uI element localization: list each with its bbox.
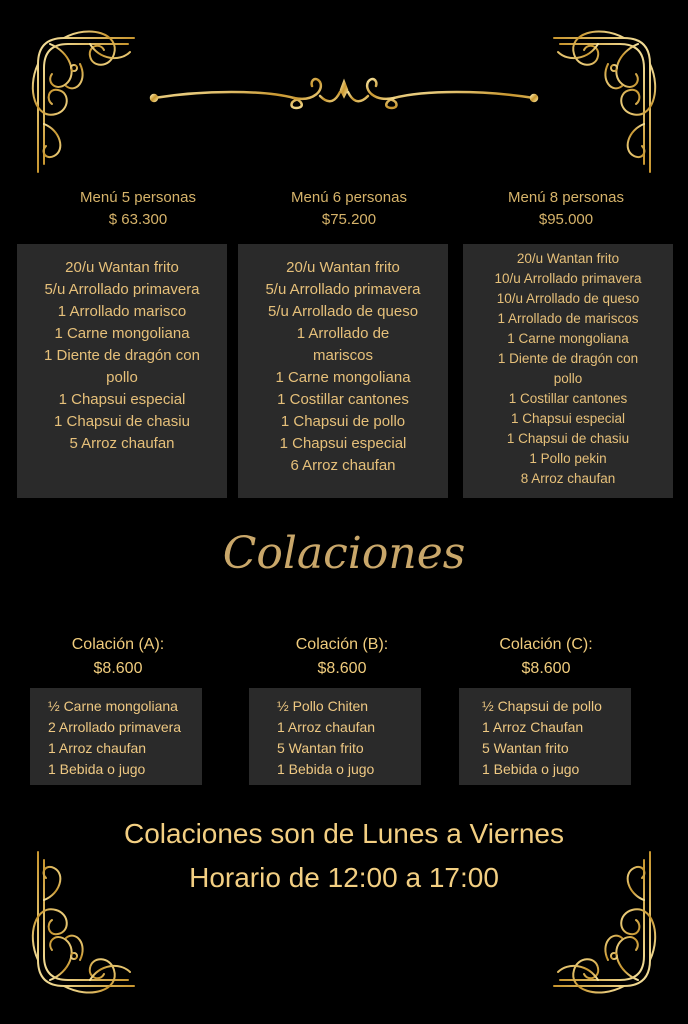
colacion-c-title: Colación (C): xyxy=(499,636,593,653)
list-item: 5/u Arrollado de queso xyxy=(267,303,419,320)
ornament-top-left-icon xyxy=(30,24,140,174)
top-divider-ornament-icon xyxy=(144,76,544,116)
menu-6-header xyxy=(249,187,449,231)
menu-5-title: Menú 5 personas xyxy=(80,189,196,206)
list-item: 1 Arroz chaufan xyxy=(277,719,376,735)
list-item: 20/u Wantan frito xyxy=(516,251,620,266)
list-item: 1 Bebida o jugo xyxy=(482,761,580,777)
menu-6-items-box xyxy=(238,244,448,498)
menu-8-price: $95.000 xyxy=(538,211,594,228)
colacion-a-title: Colación (A): xyxy=(71,636,165,653)
colacion-a-items-box xyxy=(30,688,202,785)
list-item: 10/u Arrollado primavera xyxy=(494,271,642,286)
colacion-c-header xyxy=(456,633,636,681)
menu-5-header xyxy=(38,187,238,231)
colacion-b-items-box xyxy=(249,688,421,785)
list-item: 1 Arroz Chaufan xyxy=(482,719,584,735)
list-item: 1 Diente de dragón con pollo xyxy=(44,347,200,386)
list-item: 5 Arroz chaufan xyxy=(69,435,175,452)
colacion-b-title: Colación (B): xyxy=(295,636,389,653)
list-item: 1 Arrollado de mariscos xyxy=(296,325,390,364)
menu-8-items-box xyxy=(463,244,673,498)
list-item: 1 Diente de dragón con pollo xyxy=(497,351,639,386)
list-item: 20/u Wantan frito xyxy=(286,259,400,276)
list-item: 1 Carne mongoliana xyxy=(275,369,411,386)
colaciones-title: Colaciones xyxy=(222,528,466,579)
colacion-a-price: $8.600 xyxy=(93,660,143,677)
menu-8-title: Menú 8 personas xyxy=(508,189,624,206)
menu-5-price: $ 63.300 xyxy=(108,211,168,228)
ornament-top-right-icon xyxy=(548,24,658,174)
list-item: 1 Chapsui especial xyxy=(58,391,186,408)
list-item: 1 Arroz chaufan xyxy=(48,740,147,756)
list-item: 5/u Arrollado primavera xyxy=(44,281,200,298)
menu-8-header xyxy=(466,187,666,231)
footer-days-line: Colaciones son de Lunes a Viernes xyxy=(123,818,564,849)
list-item: 5/u Arrollado primavera xyxy=(265,281,421,298)
list-item: 5 Wantan frito xyxy=(277,740,364,756)
list-item: 1 Chapsui de chasiu xyxy=(54,413,190,430)
list-item: 1 Pollo pekin xyxy=(529,451,607,466)
colacion-b-price: $8.600 xyxy=(317,660,367,677)
list-item: 1 Arrollado marisco xyxy=(57,303,187,320)
list-item: 8 Arroz chaufan xyxy=(520,471,616,486)
list-item: 1 Chapsui especial xyxy=(279,435,407,452)
list-item: 1 Carne mongoliana xyxy=(507,331,629,346)
colacion-c-price: $8.600 xyxy=(521,660,571,677)
list-item: 1 Chapsui de chasiu xyxy=(506,431,630,446)
colacion-b-header xyxy=(252,633,432,681)
list-item: ½ Chapsui de pollo xyxy=(482,698,602,714)
list-item: 5 Wantan frito xyxy=(482,740,569,756)
list-item: 10/u Arrollado de queso xyxy=(496,291,640,306)
list-item: 1 Bebida o jugo xyxy=(277,761,375,777)
list-item: 6 Arroz chaufan xyxy=(290,457,396,474)
list-item: 2 Arrollado primavera xyxy=(48,719,182,735)
menu-6-title: Menú 6 personas xyxy=(291,189,407,206)
colacion-a-header xyxy=(28,633,208,681)
list-item: 1 Costillar cantones xyxy=(508,391,628,406)
menu-5-items-box xyxy=(17,244,227,498)
list-item: 1 Chapsui especial xyxy=(510,411,626,426)
colacion-c-items-box xyxy=(459,688,631,785)
list-item: 20/u Wantan frito xyxy=(65,259,179,276)
list-item: ½ Pollo Chiten xyxy=(277,698,369,714)
footer-hours-line: Horario de 12:00 a 17:00 xyxy=(189,862,499,893)
list-item: 1 Bebida o jugo xyxy=(48,761,146,777)
list-item: ½ Carne mongoliana xyxy=(48,698,178,714)
list-item: 1 Arrollado de mariscos xyxy=(497,311,639,326)
list-item: 1 Costillar cantones xyxy=(277,391,409,408)
list-item: 1 Chapsui de pollo xyxy=(280,413,406,430)
list-item: 1 Carne mongoliana xyxy=(54,325,190,342)
menu-6-price: $75.200 xyxy=(321,211,377,228)
